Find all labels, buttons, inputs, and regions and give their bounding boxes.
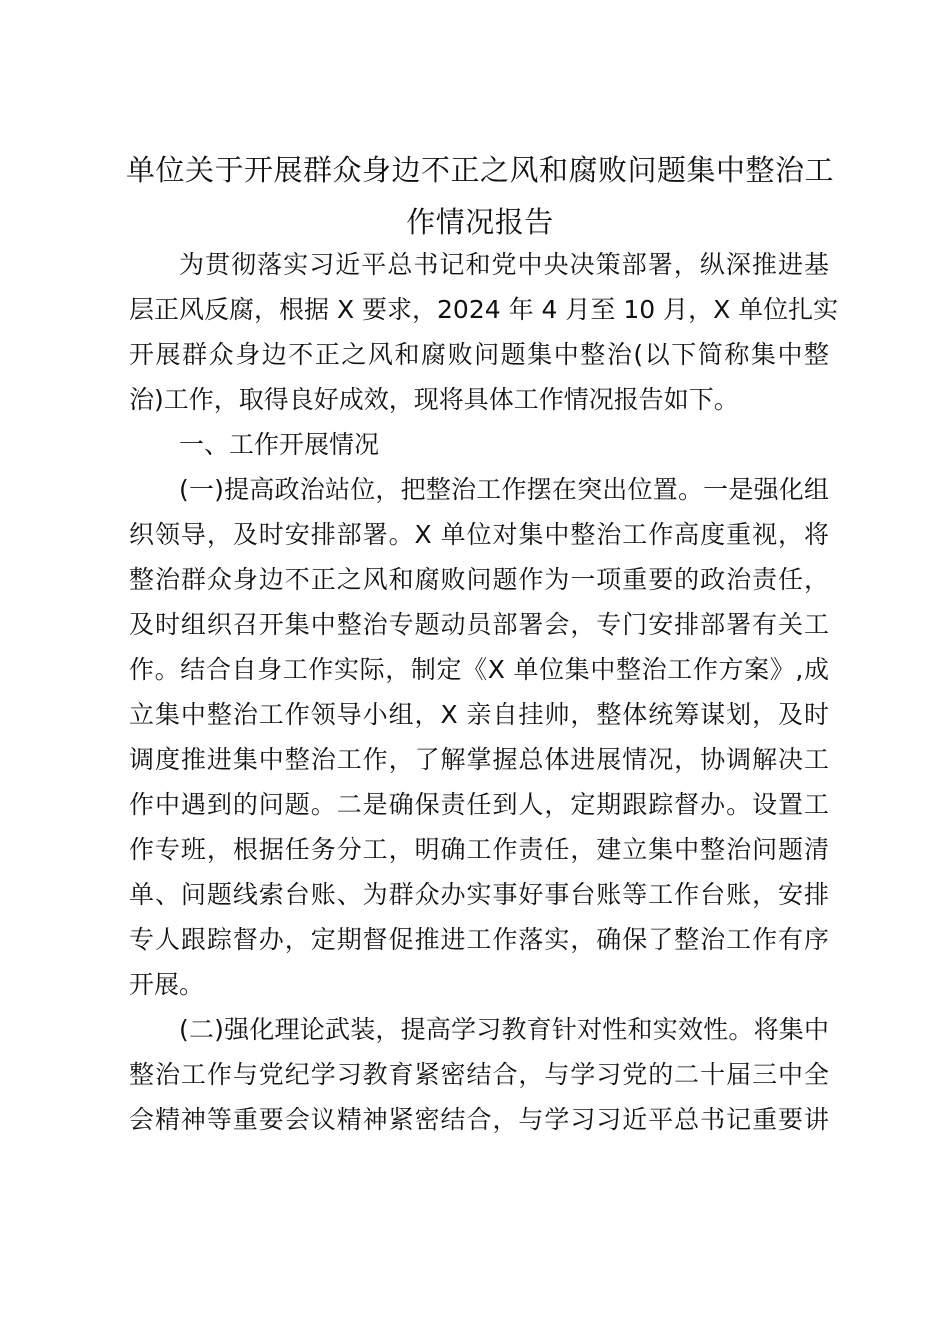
paragraph-1-line-1: 为贯彻落实习近平总书记和党中央决策部署，纵深推进基 [179, 250, 829, 279]
paragraph-2-line-12: 开展。 [129, 970, 205, 999]
paragraph-2-line-7: 调度推进集中整治工作，了解掌握总体进展情况，协调解决工 [129, 745, 829, 774]
paragraph-1-line-3: 开展群众身边不正之风和腐败问题集中整治(以下简称集中整 [129, 340, 829, 369]
paragraph-2-line-6: 立集中整治工作领导小组，X 亲自挂帅，整体统筹谋划，及时 [129, 700, 829, 729]
paragraph-2-line-8: 作中遇到的问题。二是确保责任到人，定期跟踪督办。设置工 [129, 790, 829, 819]
paragraph-1-line-4: 治)工作，取得良好成效，现将具体工作情况报告如下。 [129, 385, 739, 414]
paragraph-3-line-2: 整治工作与党纪学习教育紧密结合，与学习党的二十届三中全 [129, 1060, 829, 1089]
document-title-line-2: 作情况报告 [406, 205, 554, 239]
paragraph-2-line-4: 及时组织召开集中整治专题动员部署会，专门安排部署有关工 [129, 610, 829, 639]
paragraph-2-line-2: 织领导，及时安排部署。X 单位对集中整治工作高度重视，将 [129, 520, 829, 549]
paragraph-3-line-1: (二)强化理论武装，提高学习教育针对性和实效性。将集中 [179, 1015, 829, 1044]
paragraph-2-line-1: (一)提高政治站位，把整治工作摆在突出位置。一是强化组 [179, 475, 829, 504]
paragraph-2-line-11: 专人跟踪督办，定期督促推进工作落实，确保了整治工作有序 [129, 925, 829, 954]
paragraph-2-line-5: 作。结合自身工作实际，制定《X 单位集中整治工作方案》,成 [129, 655, 829, 684]
paragraph-2-line-10: 单、问题线索台账、为群众办实事好事台账等工作台账，安排 [129, 880, 829, 909]
paragraph-1-line-2: 层正风反腐，根据 X 要求，2024 年 4 月至 10 月，X 单位扎实 [129, 295, 839, 324]
paragraph-2-line-9: 作专班，根据任务分工，明确工作责任，建立集中整治问题清 [129, 835, 829, 864]
document-title-line-1: 单位关于开展群众身边不正之风和腐败问题集中整治工 [125, 153, 834, 187]
paragraph-2-line-3: 整治群众身边不正之风和腐败问题作为一项重要的政治责任， [129, 565, 829, 594]
paragraph-3-line-3: 会精神等重要会议精神紧密结合，与学习习近平总书记重要讲 [129, 1105, 829, 1134]
section-heading: 一、工作开展情况 [179, 430, 380, 459]
